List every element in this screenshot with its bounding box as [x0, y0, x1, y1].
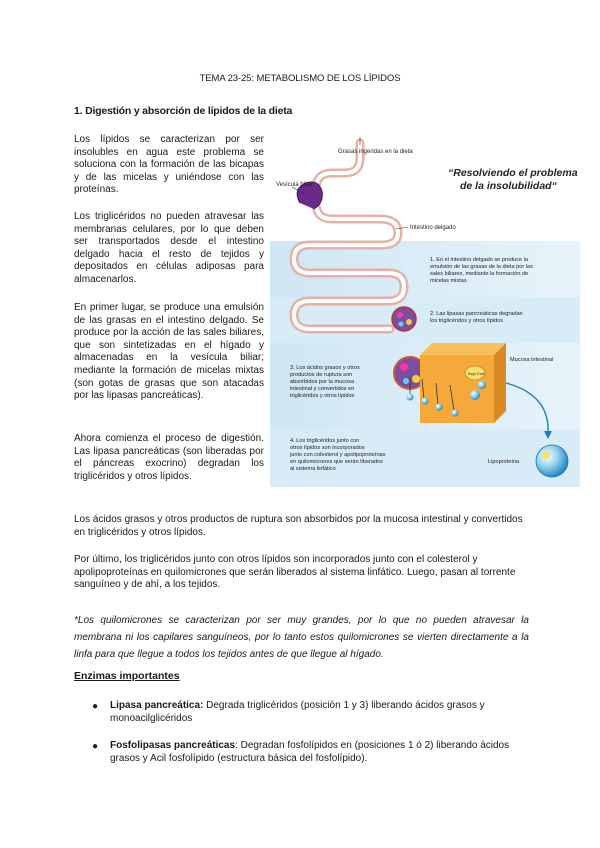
enzyme-name: Fosfolipasas pancreáticas	[110, 740, 236, 751]
paragraph-6: Por último, los triglicéridos junto con otros lípidos son incorporados junto con el colesterol y apolipoproteínas en quilomicrones que serán liberados al sistema linfático. Luego, pasan al torrente sanguíneo y de ahí, a los tejidos.	[74, 554, 516, 591]
svg-text:absorbidos por la mucosa: absorbidos por la mucosa	[290, 379, 355, 385]
enzyme-desc: Degrada triglicéridos (posición 1 y 3) liberando ácidos grasos y monoacilglicéridos	[110, 700, 485, 724]
bullet-icon: ●	[92, 741, 99, 752]
svg-text:productos de ruptura son: productos de ruptura son	[290, 372, 353, 378]
svg-text:junto con colesterol y apolipo: junto con colesterol y apolipoproteínas	[290, 452, 386, 458]
paragraph-5: Los ácidos grasos y otros productos de ruptura son absorbidos por la mucosa intestinal y convertidos en triglicéridos y otros lípidos.	[74, 514, 523, 538]
svg-text:al sistema linfático: al sistema linfático	[290, 466, 336, 472]
label-lipoprotein: Lipoproteína	[488, 459, 520, 465]
paragraph-3: En primer lugar, se produce una emulsión de las grasas en el intestino delgado. Se produce por la acción de las sales biliares, que son sintetizadas en el hígado y almacenadas en la vesícula biliar; mediante la formación de micelas mixtas (son gotas de grasas que son atacadas por las lipasas pancreáticas).	[74, 302, 264, 402]
footnote-quilomicrones: *Los quilomicrones se caracterizan por ser muy grandes, por lo que no pueden atravesar la membrana ni los capilares sanguíneos, por lo tanto estos quilomicrones se vierten directamente a la linfa para que llegue a todos los tejidos antes de que llegue al hígado.	[74, 615, 529, 660]
enzymes-heading: Enzimas importantes	[74, 670, 180, 682]
svg-text:2. Las lipasas pancreáticas de: 2. Las lipasas pancreáticas degradan	[430, 311, 523, 317]
svg-text:micelas mixtas: micelas mixtas	[430, 278, 467, 284]
enzyme-item	[110, 699, 530, 725]
micelle-icon	[392, 307, 416, 331]
enzyme-desc: : Degradan fosfolípidos en (posiciones 1 ó 2) liberando ácidos grasos y Acil fosfolípido (estructura básica del fosfolípido).	[110, 740, 510, 764]
enzyme-name: Lipasa pancreática:	[110, 700, 204, 711]
label-gallbladder: Vesícula biliar	[276, 182, 314, 188]
svg-text:sales biliares, mediante la fo: sales biliares, mediante la formación de	[430, 271, 529, 277]
svg-text:4. Los triglicéridos junto con: 4. Los triglicéridos junto con	[290, 438, 360, 444]
svg-text:otros lípidos son incorporados: otros lípidos son incorporados	[290, 445, 365, 451]
svg-text:3. Los ácidos grasos y otros: 3. Los ácidos grasos y otros	[290, 365, 360, 371]
svg-text:triglicéridos y otros lípidos: triglicéridos y otros lípidos	[290, 393, 355, 399]
step3-text	[290, 365, 360, 399]
mucosa-block	[420, 343, 506, 355]
svg-text:intestinal y convertidos en: intestinal y convertidos en	[290, 386, 355, 392]
enzyme-item	[110, 739, 530, 765]
page-title: TEMA 23-25: METABOLISMO DE LOS LÍPIDOS	[199, 73, 401, 84]
label-fats: Grasas ingeridas en la dieta	[338, 149, 413, 155]
lipoprotein-icon	[536, 445, 568, 477]
paragraph-2: Los triglicéridos no pueden atravesar las membranas celulares, por lo que deben ser transportados desde el intestino delgado hacia el resto de tejidos y depositados en células adiposas para almacenarlos.	[74, 211, 264, 285]
svg-text:en quilomicrones que serán lib: en quilomicrones que serán liberados	[290, 459, 383, 465]
paragraph-1: Los lípidos se caracterizan por ser insolubles en agua este problema se soluciona con la formación de las bicapas y de las micelas y uniéndose con las proteínas.	[74, 134, 264, 196]
section-heading: 1. Digestión y absorción de lípidos de la dieta	[74, 105, 293, 117]
label-intestine: Intestino delgado	[410, 225, 456, 231]
svg-text:emulsión de las grasas de la d: emulsión de las grasas de la dieta por las	[430, 264, 533, 270]
label-mucosa: Mucosa intestinal	[510, 357, 554, 363]
paragraph-4: Ahora comienza el proceso de digestión. Las lipasa pancreáticas (son liberadas por el páncreas exocrino) degradan los triglicéridos y otros lípidos.	[74, 433, 264, 482]
bullet-icon: ●	[92, 701, 99, 712]
figure-heading-2: de la insolubilidad“	[460, 180, 557, 192]
label-acyl: Acyl-CoA	[468, 371, 485, 376]
intestine-inner	[294, 143, 404, 329]
figure-heading-1: “Resolviendo el problema	[448, 167, 578, 179]
svg-text:los triglicéridos y otros lípi: los triglicéridos y otros lípidos	[430, 318, 504, 324]
lipid-digestion-figure	[270, 133, 590, 505]
svg-text:1. En el intestino delgado se: 1. En el intestino delgado se produce la	[430, 257, 528, 263]
